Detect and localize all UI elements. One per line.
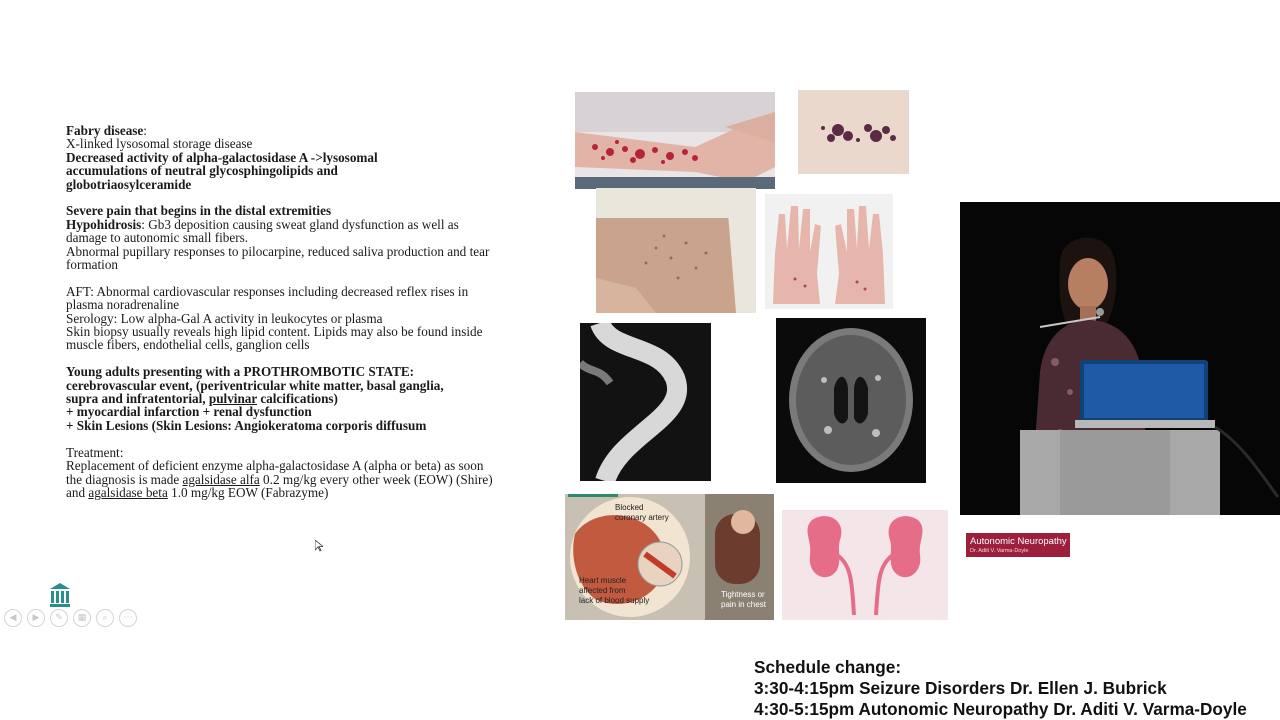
heart-muscle-label: Heart muscle affected from lack of blood supply [579, 576, 650, 605]
text-run: globotriaosylceramide [66, 176, 192, 192]
next-icon[interactable]: ▶ [27, 609, 45, 627]
text-run: + Skin Lesions (Skin Lesions: Angiokeratoma corporis diffusum [66, 417, 427, 433]
zoom-icon[interactable]: ⌕ [96, 609, 114, 627]
institution-logo-icon [49, 582, 71, 608]
slide-text-line [66, 178, 566, 191]
brain-mri-image [776, 318, 926, 483]
slide-text-line [66, 245, 566, 258]
slide-text-line [66, 446, 566, 459]
slide-text-line [66, 459, 566, 472]
slide-text-line [66, 419, 566, 432]
slide-text-line [66, 392, 566, 405]
slide-text-line [66, 285, 566, 298]
blocked-artery-label: Blocked coronary artery [615, 503, 669, 522]
text-run: agalsidase beta [88, 484, 168, 500]
back-skin-lesions-photo [596, 188, 756, 313]
hands-lesions-photo [765, 194, 893, 309]
text-run: and [66, 484, 89, 500]
arm-rash-photo [575, 92, 775, 189]
text-run: Fabry disease [66, 123, 144, 138]
text-run: : Gb3 deposition causing sweat gland dysfunction as well as [141, 216, 459, 232]
text-run: cerebrovascular event, (periventricular white matter, basal ganglia, [66, 377, 444, 393]
text-run: Treatment: [66, 444, 124, 460]
text-run: formation [66, 257, 119, 273]
slide-text-line [66, 164, 566, 177]
kidneys-illustration [782, 510, 948, 620]
text-run: Severe pain that begins in the distal extremities [66, 203, 332, 219]
text-run: Abnormal pupillary responses to pilocarpine, reduced saliva production and tear [66, 243, 490, 259]
slides-icon[interactable]: ▦ [73, 609, 91, 627]
tortuous-vessel-angiogram-image [580, 323, 711, 481]
text-run: Serology: Low alpha-Gal A activity in leukocytes or plasma [66, 310, 383, 326]
slide-body-text [66, 124, 566, 499]
text-run: AFT: Abnormal cardiovascular responses including decreased reflex rises in [66, 283, 469, 299]
chest-pain-label: Tightness or pain in chest [721, 590, 766, 609]
text-run: + myocardial infarction + renal dysfunction [66, 404, 312, 420]
text-run: calcifications) [257, 391, 338, 407]
heart-attack-illustration [565, 494, 774, 620]
prev-icon[interactable]: ◀ [4, 609, 22, 627]
text-run: : [143, 123, 147, 138]
slideshow-toolbar [4, 609, 137, 627]
text-run: Young adults presenting with a PROTHROMBOTIC STATE: [66, 364, 415, 380]
text-run: 0.2 mg/kg every other week (EOW) (Shire) [259, 471, 493, 487]
slide-text-line [66, 486, 566, 499]
text-run: Decreased activity of alpha-galactosidase A ->lysosomal [66, 149, 378, 165]
slide-text-line [66, 473, 566, 486]
text-run: X-linked lysosomal storage disease [66, 136, 253, 152]
text-run: Hypohidrosis [66, 216, 142, 232]
text-run: 1.0 mg/kg EOW (Fabrazyme) [167, 484, 329, 500]
text-run: damage to autonomic small fibers. [66, 230, 249, 246]
angiokeratoma-closeup-photo [798, 90, 909, 174]
slide-text-line [66, 365, 566, 378]
slide-text-line [66, 218, 566, 231]
schedule-line-1: 3:30-4:15pm Seizure Disorders Dr. Ellen J. Bubrick [754, 678, 1167, 698]
slide-text-line [66, 312, 566, 325]
speaker-lower-third [966, 533, 1070, 557]
text-run: accumulations of neutral glycosphingolipids and [66, 163, 338, 179]
schedule-line-2: 4:30-5:15pm Autonomic Neuropathy Dr. Aditi V. Varma-Doyle [754, 699, 1247, 719]
text-run: pulvinar [208, 391, 258, 407]
slide-text-line [66, 124, 566, 137]
lower-third-title: Autonomic Neuropathy [970, 536, 1067, 547]
slide-text-line [66, 298, 566, 311]
mouse-cursor-icon [315, 539, 323, 557]
slide-text-line [66, 204, 566, 217]
text-run: supra and infratentorial, [66, 391, 209, 407]
text-run: Skin biopsy usually reveals high lipid content. Lipids may also be found inside [66, 324, 483, 340]
slide-text-line [66, 325, 566, 338]
slide-text-line [66, 258, 566, 271]
speaker-video-feed [960, 202, 1280, 515]
text-run: plasma noradrenaline [66, 297, 180, 313]
slide-text-line [66, 405, 566, 418]
more-icon[interactable]: ⋯ [119, 609, 137, 627]
text-run: agalsidase alfa [182, 471, 260, 487]
pen-icon[interactable]: ✎ [50, 609, 68, 627]
slide-text-line [66, 338, 566, 351]
schedule-change-notice [754, 657, 1247, 720]
text-run: Replacement of deficient enzyme alpha-galactosidase A (alpha or beta) as soon [66, 458, 484, 474]
schedule-heading: Schedule change: [754, 657, 902, 677]
slide-text-line [66, 137, 566, 150]
slide-text-line [66, 231, 566, 244]
slide-text-line [66, 379, 566, 392]
lower-third-speaker-name: Dr. Aditi V. Varma-Doyle [970, 548, 1029, 554]
text-run: muscle fibers, endothelial cells, ganglion cells [66, 337, 310, 353]
text-run: the diagnosis is made [66, 471, 183, 487]
slide-text-line [66, 151, 566, 164]
